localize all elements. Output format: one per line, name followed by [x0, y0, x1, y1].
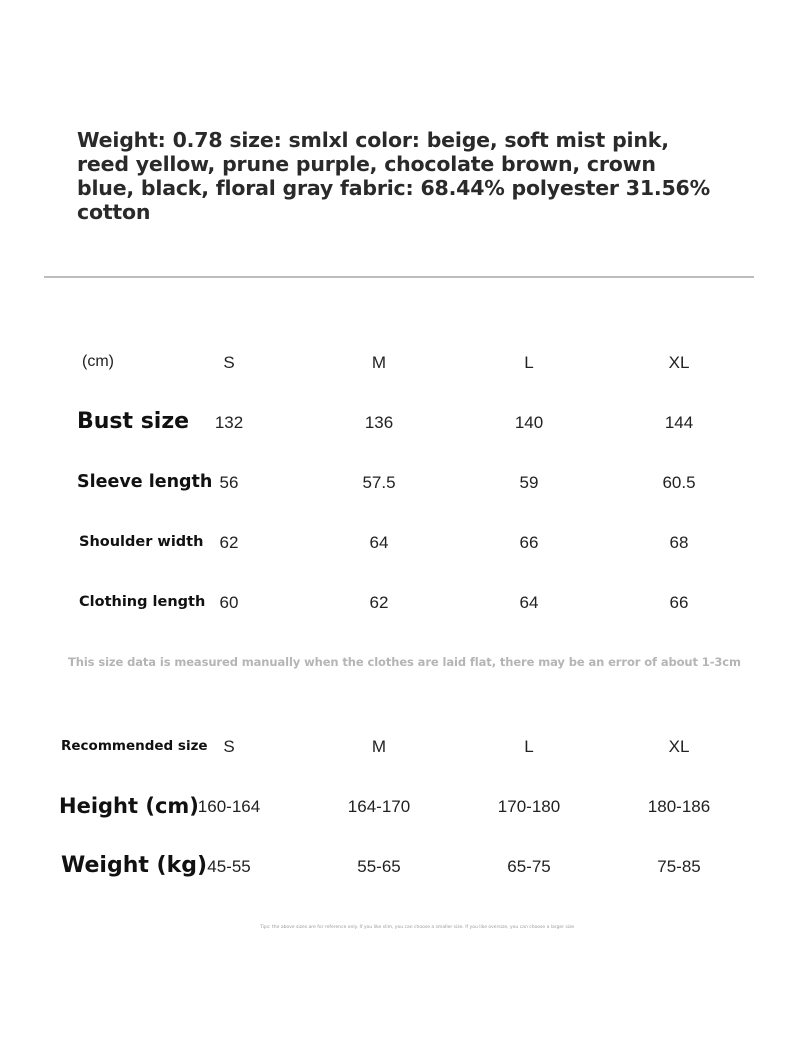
table-cell: 66: [669, 593, 689, 612]
row-label-shoulder: Shoulder width: [79, 534, 204, 550]
size-header: XL: [668, 737, 690, 756]
table-cell: 170-180: [497, 797, 561, 816]
row-label-clothing: Clothing length: [79, 594, 206, 610]
table-cell: 55-65: [357, 857, 401, 876]
table-cell: 75-85: [657, 857, 701, 876]
unit-label: (cm): [82, 353, 114, 370]
table-cell: 64: [369, 533, 389, 552]
measure-note: This size data is measured manually when the clothes are laid flat, there may be an error of about 1-3cm: [68, 655, 741, 669]
table-cell: 60.5: [662, 473, 696, 492]
size-header: L: [524, 737, 534, 756]
row-label-sleeve: Sleeve length: [77, 472, 213, 492]
size-header: XL: [668, 353, 690, 372]
row-label-height: Height (cm): [59, 794, 199, 818]
table-cell: 57.5: [362, 473, 396, 492]
spec-text: Weight: 0.78 size: smlxl color: beige, soft mist pink, reed yellow, prune purple, chocolate brown, crown blue, black, floral gray fabric: 68.44% polyester 31.56% cotton: [77, 128, 710, 224]
table-cell: 132: [214, 413, 244, 432]
recommended-size-label: Recommended size: [61, 738, 208, 754]
row-label-weight: Weight (kg): [61, 853, 208, 878]
table-cell: 64: [519, 593, 539, 612]
table-cell: 62: [219, 533, 239, 552]
table-cell: 60: [219, 593, 239, 612]
table-cell: 45-55: [207, 857, 251, 876]
size-header: L: [524, 353, 534, 372]
table-cell: 62: [369, 593, 389, 612]
size-header: M: [371, 353, 387, 372]
table-cell: 56: [219, 473, 239, 492]
size-header: S: [223, 353, 235, 372]
table-cell: 180-186: [647, 797, 711, 816]
table-cell: 59: [519, 473, 539, 492]
size-header: S: [223, 737, 235, 756]
size-header: M: [371, 737, 387, 756]
tip-text: Tips: the above sizes are for reference only. If you like slim, you can choose a smaller size. If you like oversize, you can choose a larger size: [260, 925, 575, 930]
row-label-bust: Bust size: [77, 409, 190, 434]
table-cell: 160-164: [197, 797, 261, 816]
table-cell: 164-170: [347, 797, 411, 816]
divider: [44, 276, 754, 278]
table-cell: 144: [664, 413, 694, 432]
table-cell: 66: [519, 533, 539, 552]
table-cell: 65-75: [507, 857, 551, 876]
table-cell: 140: [514, 413, 544, 432]
table-cell: 136: [364, 413, 394, 432]
table-cell: 68: [669, 533, 689, 552]
